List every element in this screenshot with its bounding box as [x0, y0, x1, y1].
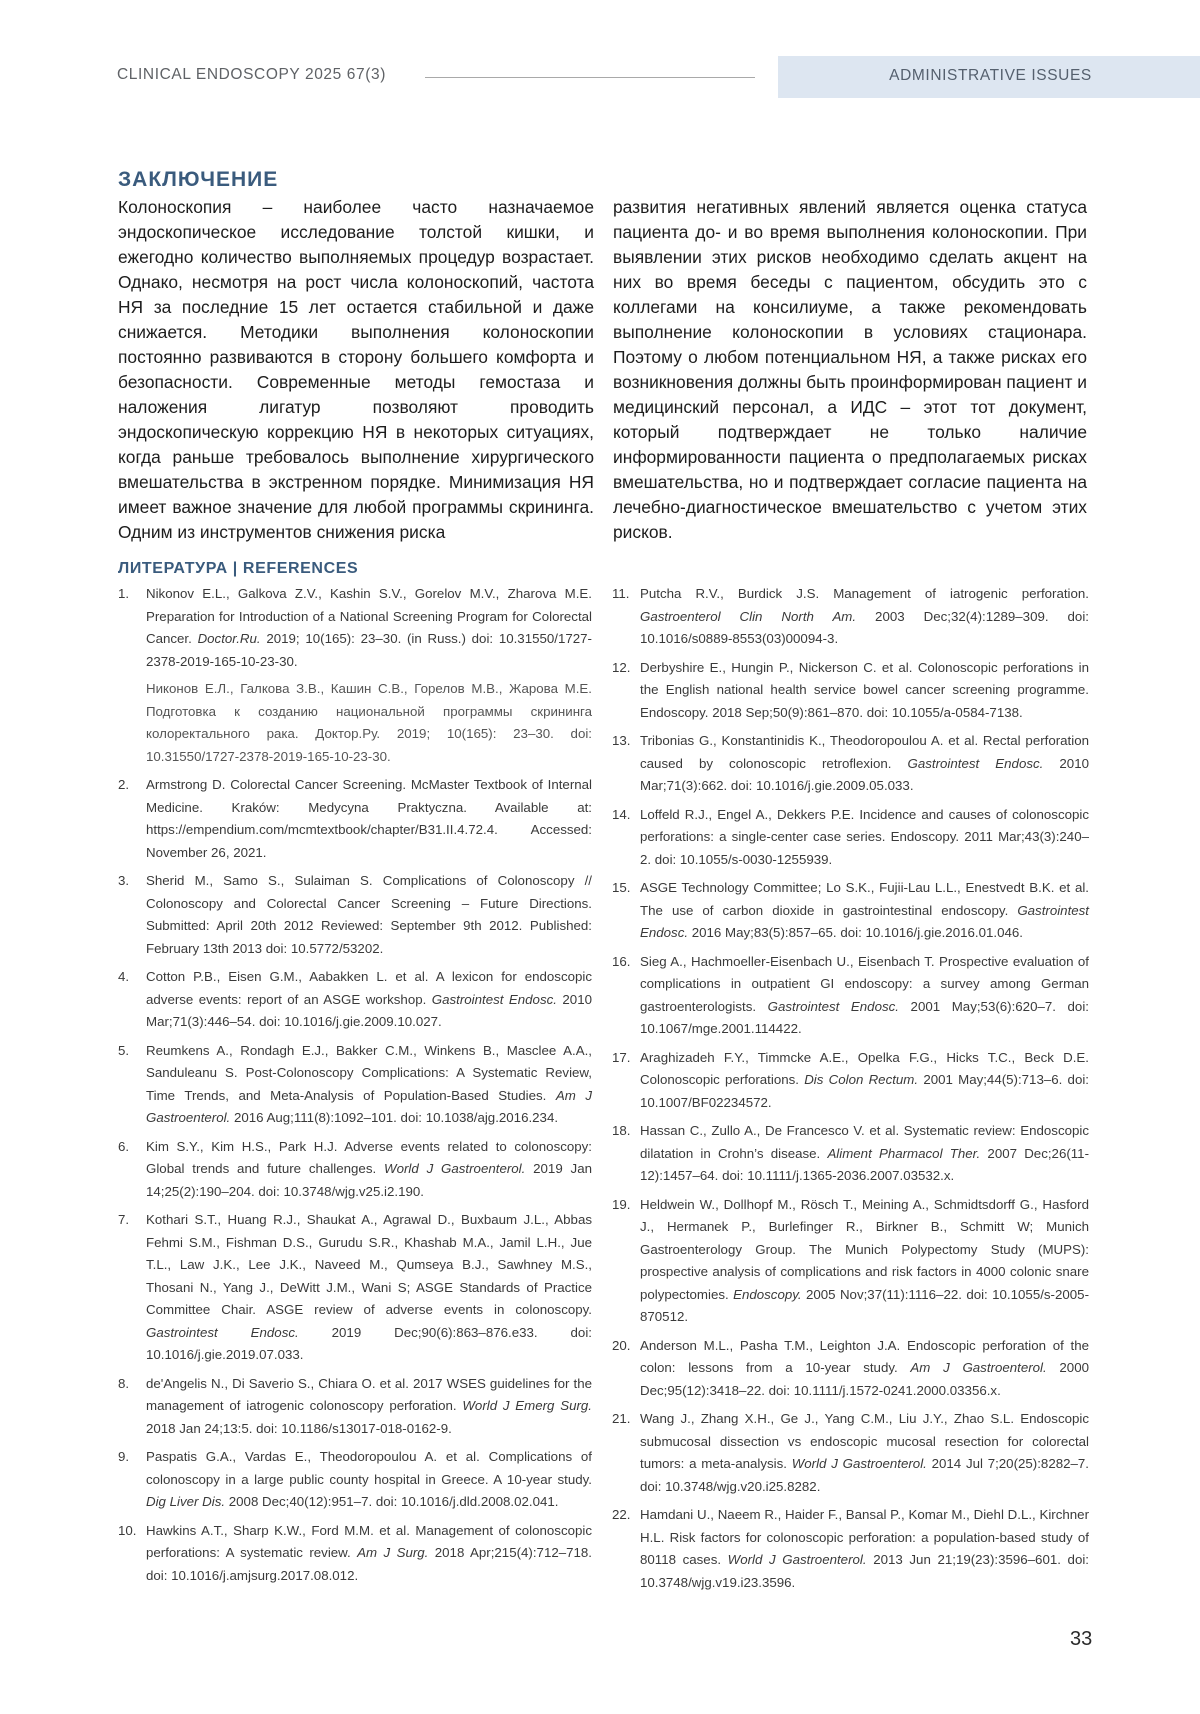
reference-citation: Paspatis G.A., Vardas E., Theodoropoulou A. et al. Complications of colonoscopy in a large public county hospital in Greece. A 10-year study.: [146, 1449, 592, 1487]
reference-item: [612, 804, 1089, 872]
reference-text: [640, 1194, 1089, 1329]
reference-citation: Hassan C., Zullo A., De Francesco V. et al. Systematic review: Endoscopic dilatation in Crohn’s disease.: [640, 1123, 1089, 1161]
reference-item: [118, 1040, 592, 1130]
reference-text: [640, 1047, 1089, 1115]
reference-number: 2.: [118, 777, 130, 792]
reference-citation: Loffeld R.J., Engel A., Dekkers P.E. Incidence and causes of colonoscopic perforations: a single-center case series. Endoscopy. 2011 Mar;43(3):240–2. doi: 10.1055/s-0030-1255939.: [640, 806, 1089, 867]
reference-list-left: [118, 583, 592, 1593]
reference-journal: World J Emerg Surg.: [462, 1398, 592, 1413]
reference-item: [118, 1446, 592, 1514]
reference-citation: Kim S.Y., Kim H.S., Park H.J. Adverse events related to colonoscopy: Global trends and future challenges.: [146, 1138, 592, 1176]
reference-details: 2016 May;83(5):857–65. doi: 10.1016/j.gie.2016.01.046.: [688, 925, 1023, 940]
reference-text: [146, 1373, 592, 1441]
reference-details: 2013 Jun 21;19(23):3596–601. doi: 10.3748/wjg.v19.i23.3596.: [640, 1552, 1089, 1590]
reference-text: [640, 1504, 1089, 1594]
reference-journal: Aliment Pharmacol Ther.: [827, 1145, 981, 1161]
reference-number: 22.: [612, 1507, 631, 1522]
reference-journal: Dig Liver Dis.: [146, 1494, 226, 1509]
reference-number: 5.: [118, 1042, 130, 1058]
reference-citation: Derbyshire E., Hungin P., Nickerson C. et al. Colonoscopic perforations in the English national health service bowel cancer screening programme. Endoscopy. 2018 Sep;50(9):861–870. doi: 10.1055/a-0584-7138.: [640, 659, 1089, 720]
reference-citation: Putcha R.V., Burdick J.S. Management of iatrogenic perforation.: [640, 586, 1089, 601]
reference-journal: Am J Gastroenterol.: [910, 1360, 1047, 1375]
reference-number: 19.: [612, 1196, 631, 1212]
conclusion-heading: ЗАКЛЮЧЕНИЕ: [118, 168, 279, 191]
reference-journal: Endoscopy.: [733, 1286, 802, 1302]
reference-number: 18.: [612, 1123, 631, 1138]
reference-citation: Hamdani U., Naeem R., Haider F., Bansal P., Komar M., Diehl D.L., Kirchner H.L. Risk factors for colonoscopic perforation: a population-based study of 80118 cases.: [640, 1507, 1089, 1567]
reference-citation: Anderson M.L., Pasha T.M., Leighton J.A. Endoscopic perforation of the colon: lessons from a 10-year study.: [640, 1337, 1089, 1375]
reference-citation: de'Angelis N., Di Saverio S., Chiara O. et al. 2017 WSES guidelines for the management of iatrogenic colonoscopy perforation.: [146, 1375, 592, 1413]
reference-citation: ASGE Technology Committee; Lo S.K., Fujii-Lau L.L., Enestvedt B.K. et al. The use of carbon dioxide in gastrointestinal endoscopy.: [640, 880, 1089, 918]
references-heading-en: REFERENCES: [242, 560, 359, 577]
reference-details: 2016 Aug;111(8):1092–101. doi: 10.1038/ajg.2016.234.: [230, 1110, 559, 1125]
reference-citation: Kothari S.T., Huang R.J., Shaukat A., Agrawal D., Buxbaum J.L., Abbas Fehmi S.M., Fishman D.S., Gurudu S.R., Khashab M.A., Jamil L.H., Jue T.L., Law J.K., Lee J.K., Naveed M., Qumseya B.J., Sawhney M.S., Thosani N., Yang J., DeWitt J.M., Wani S; ASGE Standards of Practice Committee Chair. ASGE review of adverse events in colonoscopy.: [146, 1212, 592, 1317]
reference-details: 2001 May;44(5):713–6. doi: 10.1007/BF02234572.: [640, 1072, 1089, 1110]
reference-details: 2007 Dec;26(11-12):1457–64. doi: 10.1111/j.1365-2036.2007.03532.x.: [640, 1145, 1089, 1183]
reference-item: [612, 583, 1089, 651]
reference-item: [118, 1209, 592, 1367]
reference-details: 2019 Jan 14;25(2):190–204. doi: 10.3748/wjg.v25.i2.190.: [146, 1161, 592, 1199]
reference-text: [640, 657, 1089, 725]
reference-text: [146, 966, 592, 1034]
reference-list-right: [612, 583, 1089, 1600]
reference-text: [640, 1335, 1089, 1403]
reference-text: [640, 1408, 1089, 1498]
reference-text: [640, 1120, 1089, 1188]
reference-text: [146, 1520, 592, 1588]
section-banner: [778, 56, 1200, 98]
reference-item: [118, 583, 592, 768]
reference-item: [612, 1047, 1089, 1115]
reference-citation: Tribonias G., Konstantinidis K., Theodoropoulou A. et al. Rectal perforation caused by colonoscopic retroflexion.: [640, 733, 1089, 771]
reference-number: 14.: [612, 806, 631, 822]
reference-item: [612, 1120, 1089, 1188]
reference-citation: Sherid M., Samo S., Sulaiman S. Complications of Colonoscopy // Colonoscopy and Colorectal Cancer Screening – Future Directions. Submitted: April 20th 2012 Reviewed: September 9th 2012. Published: February 13th 2013 doi: 10.5772/53202.: [146, 873, 592, 956]
reference-number: 6.: [118, 1138, 130, 1154]
reference-number: 12.: [612, 659, 631, 675]
reference-item: [612, 877, 1089, 945]
reference-details: 2014 Jul 7;20(25):8282–7. doi: 10.3748/wjg.v20.i25.8282.: [640, 1456, 1089, 1494]
reference-journal: Gastrointest Endosc.: [431, 991, 557, 1007]
reference-journal: Am J Surg.: [357, 1545, 429, 1560]
reference-details: 2005 Nov;37(11):1116–22. doi: 10.1055/s-2005-870512.: [640, 1286, 1089, 1324]
reference-item: [118, 870, 592, 960]
reference-citation: Nikonov E.L., Galkova Z.V., Kashin S.V., Gorelov M.V., Zharova M.E. Preparation for Introduction of a National Screening Program for Colorectal Cancer.: [146, 586, 592, 646]
references-heading-separator: |: [227, 560, 243, 577]
reference-number: 17.: [612, 1049, 631, 1065]
reference-citation: Armstrong D. Colorectal Cancer Screening. McMaster Textbook of Internal Medicine. Kraków: Medycyna Praktyczna. Available at: https://empendium.com/mcmtextbook/chapter/B31.II.4.72.4. Accessed: November 26, 2021.: [146, 777, 592, 860]
reference-number: 11.: [612, 586, 630, 601]
conclusion-text-right: развития негативных явлений является оценка статуса пациента до- и во время выполнения колоноскопии. При выявлении этих рисков необходимо сделать акцент на них во время беседы с пациентом, обсудить это с коллегами на консилиуме, а также рекомендовать выполнение колоноскопии в условиях стационара. Поэтому о любом потенциальном НЯ, а также рисках его возникновения должны быть проинформирован пациент и медицинский персонал, а ИДС – этот тот документ, который подтверждает не только наличие информированности пациента о предполагаемых рисках вмешательства, но и подтверждает согласие пациента на лечебно-диагностическое вмешательство с учетом этих рисков.: [613, 197, 1087, 542]
reference-number: 20.: [612, 1337, 631, 1353]
reference-number: 15.: [612, 880, 631, 895]
reference-number: 3.: [118, 873, 130, 888]
reference-item: [612, 1335, 1089, 1403]
reference-details: 2008 Dec;40(12):951–7. doi: 10.1016/j.dld.2008.02.041.: [225, 1494, 559, 1509]
section-label: ADMINISTRATIVE ISSUES: [889, 67, 1092, 84]
reference-number: 9.: [118, 1449, 130, 1464]
reference-journal: Gastrointest Endosc.: [767, 998, 899, 1014]
reference-journal: Doctor.Ru.: [197, 631, 261, 646]
journal-title: CLINICAL ENDOSCOPY 2025 67(3): [117, 66, 386, 83]
reference-number: 7.: [118, 1212, 130, 1227]
reference-details: 2010 Mar;71(3):446–54. doi: 10.1016/j.gie.2009.10.027.: [146, 991, 592, 1029]
reference-text: [640, 804, 1089, 872]
conclusion-text-left: Колоноскопия – наиболее часто назначаемое эндоскопическое исследование толстой кишки, и ежегодно количество выполняемых процедур возрастает. Однако, несмотря на рост числа колоноскопий, частота НЯ за последние 15 лет остается стабильной и даже снижается. Методики выполнения колоноскопии постоянно развиваются в сторону большего комфорта и безопасности. Современные методы гемостаза и наложения лигатур позволяют проводить эндоскопическую коррекцию НЯ в некоторых ситуациях, когда раньше требовалось выполнение хирургического вмешательства в экстренном порядке. Минимизация НЯ имеет важное значение для любой программы скрининга. Одним из инструментов снижения риска: [118, 197, 594, 542]
reference-journal: Gastroenterol Clin North Am.: [640, 608, 857, 624]
reference-text: [146, 1040, 592, 1130]
reference-text: [146, 1209, 592, 1367]
reference-item: [118, 1520, 592, 1588]
reference-journal: Am J Gastroenterol.: [146, 1087, 592, 1125]
reference-number: 21.: [612, 1411, 631, 1426]
page-number: 33: [1070, 1628, 1093, 1650]
reference-citation: Wang J., Zhang X.H., Ge J., Yang C.M., Liu J.Y., Zhao S.L. Endoscopic submucosal dissection vs endoscopic mucosal resection for colorectal tumors: a meta-analysis.: [640, 1411, 1089, 1471]
reference-citation: Sieg A., Hachmoeller-Eisenbach U., Eisenbach T. Prospective evaluation of complications in outpatient GI endoscopy: a survey among German gastroenterologists.: [640, 953, 1089, 1014]
reference-journal: Gastrointest Endosc.: [907, 755, 1044, 771]
references-heading: [118, 560, 358, 578]
reference-journal: World J Gastroenterol.: [727, 1552, 867, 1567]
reference-item: [118, 774, 592, 864]
reference-text: [146, 1446, 592, 1514]
reference-citation: Cotton P.B., Eisen G.M., Aabakken L. et al. A lexicon for endoscopic adverse events: report of an ASGE workshop.: [146, 969, 592, 1007]
reference-details: 2000 Dec;95(12):3418–22. doi: 10.1111/j.1572-0241.2000.03356.x.: [640, 1360, 1089, 1398]
reference-details: 2001 May;53(6):620–7. doi: 10.1067/mge.2001.114422.: [640, 998, 1089, 1036]
reference-citation: Reumkens A., Rondagh E.J., Bakker C.M., Winkens B., Masclee A.A., Sanduleanu S. Post-Colonoscopy Complications: A Systematic Review, Time Trends, and Meta-Analysis of Population-Based Studies.: [146, 1042, 592, 1103]
reference-item: [612, 730, 1089, 798]
reference-journal: Gastrointest Endosc.: [640, 902, 1089, 940]
reference-details: 2019 Dec;90(6):863–876.e33. doi: 10.1016/j.gie.2019.07.033.: [146, 1324, 592, 1362]
reference-journal: Dis Colon Rectum.: [804, 1072, 919, 1087]
reference-details: 2018 Jan 24;13:5. doi: 10.1186/s13017-018-0162-9.: [146, 1420, 452, 1436]
reference-text: [640, 877, 1089, 945]
reference-details: 2018 Apr;215(4):712–718. doi: 10.1016/j.amjsurg.2017.08.012.: [146, 1545, 593, 1583]
reference-text: [146, 870, 592, 960]
reference-item: [612, 951, 1089, 1041]
reference-item: [118, 1373, 592, 1441]
reference-text: [640, 730, 1089, 798]
reference-item: [612, 1194, 1089, 1329]
reference-text: [640, 583, 1089, 651]
reference-citation: Hawkins A.T., Sharp K.W., Ford M.M. et al. Management of colonoscopic perforations: A systematic review.: [146, 1522, 592, 1560]
reference-number: 1.: [118, 586, 130, 601]
references-heading-ru: ЛИТЕРАТУРА: [118, 560, 228, 577]
reference-item: [612, 1504, 1089, 1594]
reference-number: 4.: [118, 969, 130, 984]
reference-text: [640, 951, 1089, 1041]
reference-number: 16.: [612, 953, 631, 969]
reference-item: [118, 966, 592, 1034]
reference-journal: World J Gastroenterol.: [791, 1456, 927, 1471]
reference-text: [146, 1136, 592, 1204]
reference-item: [612, 1408, 1089, 1498]
reference-number: 10.: [118, 1522, 137, 1538]
header-divider: [425, 77, 755, 78]
reference-number: 13.: [612, 733, 631, 748]
reference-citation: Heldwein W., Dollhopf M., Rösch T., Meining A., Schmidtsdorff G., Hasford J., Hermanek P., Burlefinger R., Birkner B., Schmitt W; Munich Gastroenterology Group. The Munich Polypectomy Study (MUPS): prospective analysis of complications and risk factors in 4000 colonic snare polypectomies.: [640, 1196, 1089, 1302]
reference-journal: Gastrointest Endosc.: [146, 1324, 299, 1340]
reference-text: [146, 774, 592, 864]
reference-details: 2010 Mar;71(3):662. doi: 10.1016/j.gie.2009.05.033.: [640, 755, 1089, 793]
reference-number: 8.: [118, 1375, 130, 1391]
reference-journal: World J Gastroenterol.: [384, 1161, 526, 1176]
reference-text: [146, 583, 592, 768]
reference-item: [118, 1136, 592, 1204]
reference-details: 2003 Dec;32(4):1289–309. doi: 10.1016/s0889-8553(03)00094-3.: [640, 608, 1089, 646]
reference-citation: Araghizadeh F.Y., Timmcke A.E., Opelka F.G., Hicks T.C., Beck D.E. Colonoscopic perforations.: [640, 1049, 1089, 1087]
reference-translation: Никонов Е.Л., Галкова З.В., Кашин С.В., Горелов М.В., Жарова М.Е. Подготовка к созданию национальной программы скрининга колоректального рака. Доктор.Ру. 2019; 10(165): 23–30. doi: 10.31550/1727-2378-2019-165-10-23-30.: [146, 681, 592, 764]
reference-item: [612, 657, 1089, 725]
reference-details: 2019; 10(165): 23–30. (in Russ.) doi: 10.31550/1727-2378-2019-165-10-23-30.: [146, 631, 592, 669]
